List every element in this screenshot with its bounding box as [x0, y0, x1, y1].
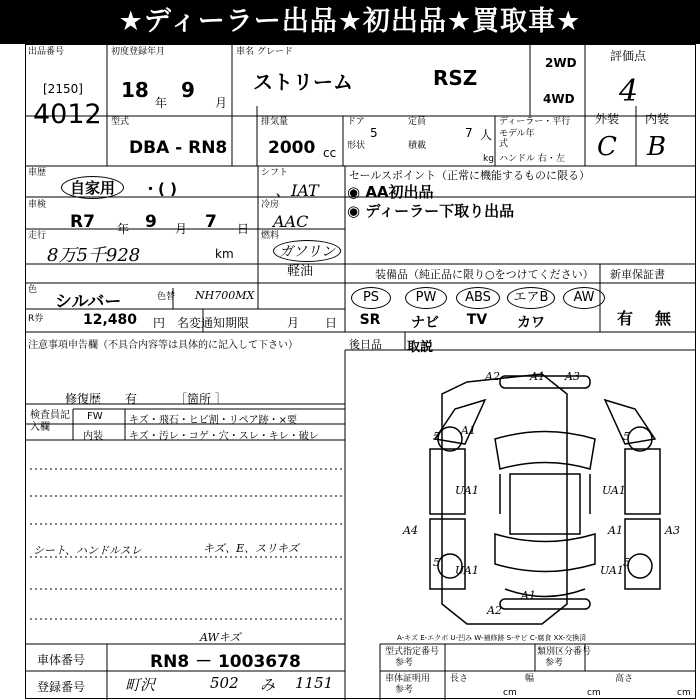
first-reg-year-unit: 年 [155, 96, 168, 110]
equip-abs: ABS [456, 287, 500, 309]
plate-number: 1151 [295, 674, 334, 692]
vin-label: 車体番号 [37, 653, 86, 667]
color-label: 色 [28, 285, 38, 295]
mark-a1-bottom: A1 [521, 589, 536, 602]
vin-value: RN8 － 1003678 [150, 652, 301, 672]
plate-label: 登録番号 [37, 680, 86, 694]
handle-label: ハンドル 右・左 [499, 154, 565, 164]
load-label: 積載 [408, 141, 427, 151]
drive-4wd: 4WD [543, 92, 575, 106]
warranty-no: 無 [655, 309, 672, 328]
mark-ua1-r1: UA1 [602, 484, 626, 497]
color-code-label: 色替 [157, 292, 176, 302]
first-reg-year: 18 [121, 78, 149, 102]
sales-label: セールスポイント（正常に機能するものに限る） [349, 169, 591, 182]
color-code: NH700MX [195, 289, 255, 302]
mark-ua1-l2: UA1 [455, 564, 479, 577]
equip-tv: TV [466, 312, 488, 328]
recycle-label: R券 [28, 314, 44, 324]
displacement-label: 排気量 [261, 117, 289, 127]
history-rest: ・( ) [143, 180, 177, 198]
mark-a3-r: A3 [665, 524, 680, 537]
cooling-value: AAC [273, 212, 309, 231]
plate-kana: み [260, 676, 276, 694]
mark-5-fr: 5 [623, 430, 630, 443]
inspection-label: 車検 [28, 200, 47, 210]
ext-label: 外装 [595, 112, 620, 126]
inspector-int: 内装 [83, 431, 103, 442]
dealer-label: ディーラー・平行 [499, 117, 571, 127]
warranty-label: 新車保証書 [610, 268, 665, 281]
repair-label: 修復歴 [65, 392, 102, 406]
first-reg-month: 9 [181, 78, 195, 102]
inspector-int-text: キズ・汚レ・コゲ・穴・スレ・キレ・破レ [129, 431, 319, 442]
equip-pw: PW [405, 287, 447, 309]
model-value: DBA - RN8 [129, 138, 228, 158]
inspection-y-unit: 年 [117, 222, 130, 236]
post-value: 取説 [407, 340, 434, 355]
height-label: 高さ [615, 674, 634, 684]
cert-label: 車体証明用 [385, 674, 431, 684]
rating-value: 4 [619, 74, 639, 109]
fuel-diesel: 軽油 [287, 264, 314, 279]
mark-a3-top: A3 [565, 370, 580, 383]
category-ref: 参考 [545, 658, 564, 668]
rating-label: 評価点 [610, 49, 647, 63]
mark-ua1-l1: UA1 [455, 484, 479, 497]
inspector-label: 検査員記入欄 [30, 410, 70, 433]
length-unit: cm [503, 688, 517, 698]
remark-seat: シート、ハンドルスレ [33, 544, 142, 557]
inspection-d-unit: 日 [237, 222, 250, 236]
lot-number: 4012 [33, 99, 102, 130]
inspector-fw-text: キズ・飛石・ヒビ割・リペア跡・×要 [129, 415, 297, 426]
displacement-value: 2000 [268, 138, 316, 158]
equip-navi: ナビ [411, 315, 439, 331]
mark-5-fl: 5 [433, 430, 440, 443]
mark-a2-bottom: A2 [487, 604, 502, 617]
deadline-day: 日 [325, 316, 338, 330]
history-value: 自家用 [61, 176, 124, 199]
recycle-value: 12,480 [83, 312, 138, 328]
lot-label: 出品番号 [28, 47, 65, 57]
ext-grade: C [597, 132, 617, 162]
mark-a1-fl: A1 [461, 424, 476, 437]
int-grade: B [647, 132, 667, 162]
plate-class: 502 [210, 674, 239, 692]
displacement-unit: cc [323, 146, 337, 160]
door-value: 5 [370, 126, 378, 140]
width-label: 幅 [525, 674, 535, 684]
type-ref: 参考 [395, 658, 414, 668]
model-year-label: モデル年式 [499, 129, 535, 149]
fuel-gas: ガソリン [273, 240, 341, 262]
fuel-label: 燃料 [261, 231, 280, 241]
repair-location: ［箇所 ］ [175, 392, 227, 406]
inspector-fw: FW [87, 411, 103, 422]
mark-5-rl: 5 [433, 556, 440, 569]
inspection-m-unit: 月 [175, 222, 188, 236]
drive-2wd: 2WD [545, 56, 577, 70]
capacity-unit: 人 [480, 128, 493, 142]
remark-scratch: キズ、E、スリキズ [203, 542, 299, 555]
car-label: 車名 グレード [236, 47, 293, 57]
deadline-month: 月 [287, 316, 300, 330]
equip-leather: カワ [517, 315, 545, 331]
first-reg-month-unit: 月 [215, 96, 228, 110]
car-name: ストリーム [253, 70, 353, 94]
shift-label: シフト [261, 168, 289, 178]
mark-5-rr: 5 [623, 556, 630, 569]
banner: ★ディーラー出品★初出品★買取車★ [0, 0, 700, 44]
sales-point-2: ◉ ディーラー下取り出品 [347, 202, 515, 220]
mileage-value: 8万5千928 [47, 245, 141, 266]
cooling-label: 冷房 [261, 200, 280, 210]
inspection-month: 7 [205, 212, 217, 232]
cert-ref: 参考 [395, 685, 414, 695]
deadline-label: 名変通知期限 [177, 316, 250, 330]
warranty-yes: 有 [617, 309, 634, 328]
repair-value: 有 [125, 392, 138, 406]
door-label: ドア [347, 117, 365, 127]
mark-a2-top: A2 [485, 370, 500, 383]
notes-label: 注意事項申告欄（不具合内容等は具体的に記入して下さい） [28, 340, 298, 351]
plate-area: 町沢 [125, 676, 156, 694]
equip-ps: PS [351, 287, 391, 309]
auction-sheet [25, 44, 697, 700]
diagram-legend: A-キズ E-エクボ U-凹み W-補修跡 S-サビ C-腐食 XX-交換済 [397, 634, 587, 642]
remark-aw: AWキズ [200, 631, 241, 644]
color-value: シルバー [55, 292, 122, 312]
load-unit: kg [483, 154, 494, 164]
capacity-label: 定員 [408, 117, 427, 127]
mark-a1-r: A1 [608, 524, 623, 537]
capacity-value: 7 [465, 126, 473, 140]
equip-sr: SR [359, 312, 381, 328]
inspection-era: R7 [70, 212, 95, 232]
mileage-label: 走行 [28, 231, 47, 241]
model-label: 型式 [111, 117, 130, 127]
equip-aw: AW [563, 287, 605, 309]
equipment-label: 装備品（純正品に限り○をつけてください） [375, 268, 594, 281]
width-unit: cm [587, 688, 601, 698]
car-grade: RSZ [433, 66, 478, 90]
shape-label: 形状 [347, 141, 366, 151]
mark-a4: A4 [403, 524, 418, 537]
recycle-unit: 円 [153, 316, 166, 330]
int-label: 内装 [645, 112, 670, 126]
mark-ua1-r2: UA1 [600, 564, 624, 577]
history-label: 車歴 [28, 168, 47, 178]
lot-sub: [2150] [43, 82, 83, 96]
car-diagram [430, 374, 660, 624]
first-reg-label: 初度登録年月 [111, 47, 166, 57]
height-unit: cm [677, 688, 691, 698]
inspection-year: 9 [145, 212, 157, 232]
category-label: 類別区分番号 [537, 647, 592, 657]
type-label: 型式指定番号 [385, 647, 440, 657]
sales-point-1: ◉ AA初出品 [347, 183, 434, 201]
length-label: 長さ [450, 674, 469, 684]
equip-airbag: エアB [507, 287, 555, 309]
mileage-unit: km [215, 247, 234, 261]
mark-a1-top: A1 [530, 370, 545, 383]
shift-value: 、IAT [275, 181, 319, 200]
post-label: 後日品 [349, 338, 382, 351]
